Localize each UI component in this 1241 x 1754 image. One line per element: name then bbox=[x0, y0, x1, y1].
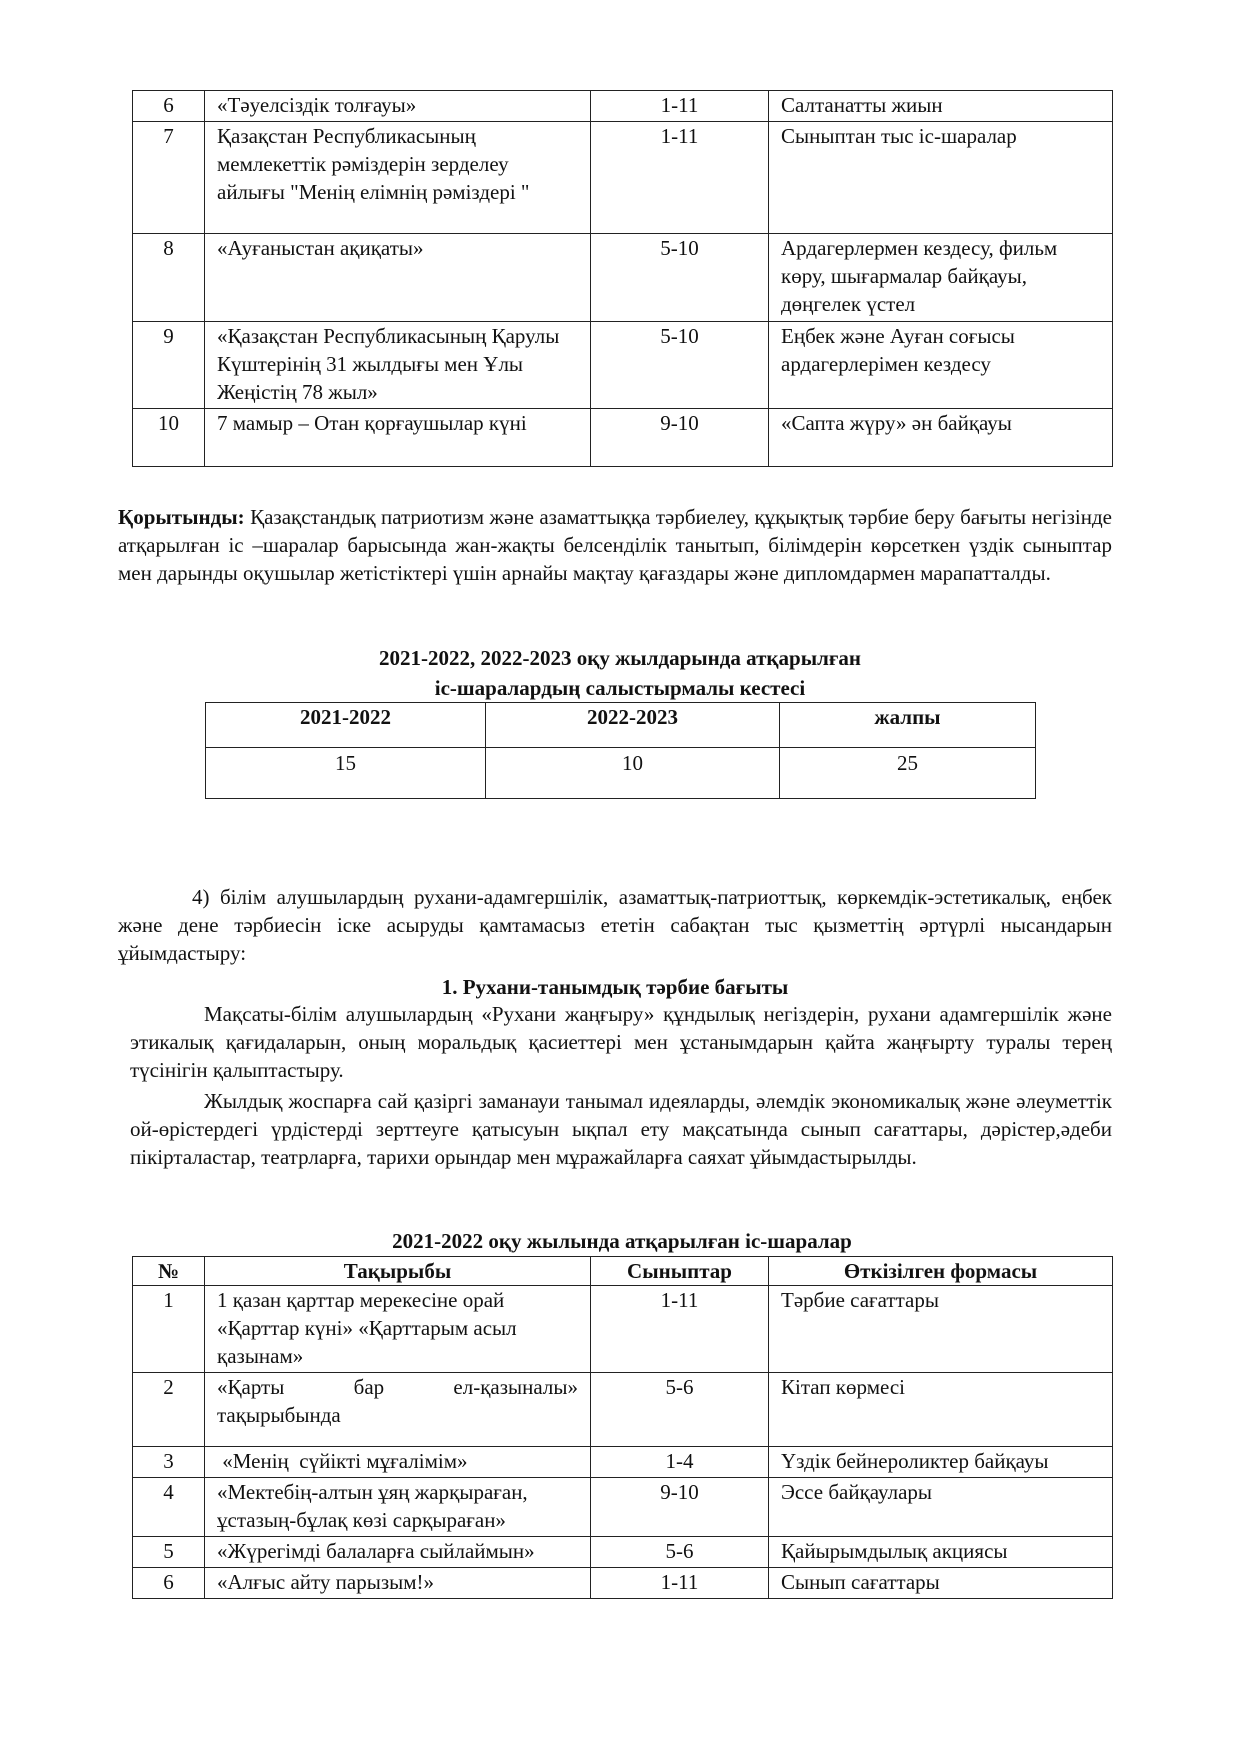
row-number: 3 bbox=[133, 1447, 205, 1478]
row-grades: 5-6 bbox=[591, 1537, 769, 1568]
row-grades: 1-4 bbox=[591, 1447, 769, 1478]
header-number: № bbox=[133, 1257, 205, 1286]
conclusion-text: Қазақстандық патриотизм және азаматтыққа тәрбиелеу, құқықтық тәрбие беру бағыты негізінде атқарылған іс –шаралар барысында жан-жақты белсенділік танытып, білімдерін көрсеткен үздік сыныптар мен дарынды оқушылар жетістіктері үшін арнайы мақтау қағаздары және дипломдармен марапатталды. bbox=[118, 505, 1112, 585]
comparison-title bbox=[205, 643, 1035, 703]
header-topic: Тақырыбы bbox=[205, 1257, 591, 1286]
row-number: 10 bbox=[133, 409, 205, 467]
row-grades: 9-10 bbox=[591, 1478, 769, 1537]
row-number: 6 bbox=[133, 91, 205, 122]
value-total: 25 bbox=[780, 748, 1036, 799]
comparison-title-line2: іс-шаралардың салыстырмалы кестесі bbox=[434, 676, 806, 700]
row-grades: 1-11 bbox=[591, 91, 769, 122]
table-row bbox=[133, 1447, 1113, 1478]
header-2021-2022: 2021-2022 bbox=[206, 703, 486, 748]
row-topic: «Тәуелсіздік толғауы» bbox=[205, 91, 591, 122]
row-number: 5 bbox=[133, 1537, 205, 1568]
row-number: 2 bbox=[133, 1373, 205, 1447]
row-topic: «Мектебің-алтын ұяң жарқыраған, ұстазың-бұлақ көзі сарқыраған» bbox=[205, 1478, 591, 1537]
events-table-continued bbox=[132, 90, 1113, 467]
row-form: Үздік бейнероликтер байқауы bbox=[769, 1447, 1113, 1478]
row-number: 7 bbox=[133, 122, 205, 234]
row-number: 9 bbox=[133, 322, 205, 409]
row-topic: «Жүрегімді балаларға сыйлаймын» bbox=[205, 1537, 591, 1568]
events-table-title: 2021-2022 оқу жылында атқарылған іс-шаралар bbox=[392, 1229, 852, 1253]
table-row bbox=[133, 1568, 1113, 1599]
header-form: Өткізілген формасы bbox=[769, 1257, 1113, 1286]
value-2021-2022: 15 bbox=[206, 748, 486, 799]
row-form: Қайырымдылық акциясы bbox=[769, 1537, 1113, 1568]
comparison-title-line1: 2021-2022, 2022-2023 оқу жылдарында атқарылған bbox=[378, 646, 862, 670]
table-row bbox=[133, 234, 1113, 322]
section-heading: 1. Рухани-танымдық тәрбие бағыты bbox=[441, 975, 789, 999]
row-number: 8 bbox=[133, 234, 205, 322]
table-row bbox=[133, 1537, 1113, 1568]
header-grades: Сыныптар bbox=[591, 1257, 769, 1286]
table-row bbox=[133, 1478, 1113, 1537]
table-row bbox=[133, 322, 1113, 409]
row-topic: 1 қазан қарттар мерекесіне орай «Қарттар күні» «Қарттарым асыл қазынам» bbox=[205, 1286, 591, 1373]
row-form: Еңбек және Ауған соғысы ардагерлерімен кездесу bbox=[769, 322, 1113, 409]
year-plan-paragraph bbox=[130, 1087, 1112, 1171]
row-topic: «Алғыс айту парызым!» bbox=[205, 1568, 591, 1599]
row-grades: 5-10 bbox=[591, 234, 769, 322]
table-header-row bbox=[133, 1257, 1113, 1286]
header-total: жалпы bbox=[780, 703, 1036, 748]
row-number: 4 bbox=[133, 1478, 205, 1537]
row-grades: 9-10 bbox=[591, 409, 769, 467]
row-topic: «Менің сүйікті мұғалімім» bbox=[205, 1447, 591, 1478]
conclusion-paragraph bbox=[118, 503, 1112, 587]
row-grades: 1-11 bbox=[591, 1568, 769, 1599]
table-row bbox=[133, 409, 1113, 467]
aim-paragraph bbox=[130, 1000, 1112, 1084]
row-grades: 1-11 bbox=[591, 122, 769, 234]
row-form: «Сапта жүру» ән байқауы bbox=[769, 409, 1113, 467]
table-row bbox=[133, 91, 1113, 122]
row-form: Эссе байқаулары bbox=[769, 1478, 1113, 1537]
table-row bbox=[133, 1286, 1113, 1373]
row-form: Сынып сағаттары bbox=[769, 1568, 1113, 1599]
aim-text: Мақсаты-білім алушылардың «Рухани жаңғыру» құндылық негіздерін, рухани адамгершілік және этикалық қағидаларын, оның моральдық қасиеттері мен ұстанымдарын қайта жаңғырту туралы терең түсінігін қалыптастыру. bbox=[130, 1002, 1112, 1082]
row-grades: 1-11 bbox=[591, 1286, 769, 1373]
row-topic: «Қарты бар ел-қазыналы» тақырыбында bbox=[205, 1373, 591, 1447]
row-topic: Қазақстан Республикасының мемлекеттік рәміздерін зерделеу айлығы "Менің елімнің рәміздері " bbox=[205, 122, 591, 234]
table-row bbox=[206, 748, 1036, 799]
row-form: Салтанатты жиын bbox=[769, 91, 1113, 122]
row-form: Ардагерлермен кездесу, фильм көру, шығармалар байқауы, дөңгелек үстел bbox=[769, 234, 1113, 322]
row-topic: «Қазақстан Республикасының Қарулы Күштерінің 31 жылдығы мен Ұлы Жеңістің 78 жыл» bbox=[205, 322, 591, 409]
table-row bbox=[133, 1373, 1113, 1447]
row-form: Тәрбие сағаттары bbox=[769, 1286, 1113, 1373]
events-table bbox=[132, 1256, 1113, 1599]
row-form: Кітап көрмесі bbox=[769, 1373, 1113, 1447]
table-row bbox=[133, 122, 1113, 234]
row-number: 6 bbox=[133, 1568, 205, 1599]
row-number: 1 bbox=[133, 1286, 205, 1373]
row-grades: 5-6 bbox=[591, 1373, 769, 1447]
value-2022-2023: 10 bbox=[486, 748, 780, 799]
year-plan-text: Жылдық жоспарға сай қазіргі заманауи танымал идеяларды, әлемдік экономикалық және әлеуметтік ой-өрістердегі үрдістерді зерттеуге қатысуын ықпал ету мақсатында сынып сағаттары, дәрістер,әдеби пікірталастар, театрларға, тарихи орындар мен мұражайларға саяхат ұйымдастырылды. bbox=[130, 1089, 1112, 1169]
table-header-row bbox=[206, 703, 1036, 748]
row-grades: 5-10 bbox=[591, 322, 769, 409]
conclusion-label: Қорытынды: bbox=[118, 505, 245, 529]
row-form: Сыныптан тыс іс-шаралар bbox=[769, 122, 1113, 234]
row-topic: «Ауғаныстан ақиқаты» bbox=[205, 234, 591, 322]
section-4-paragraph: 4) білім алушылардың рухани-адамгершілік, азаматтық-патриоттық, көркемдік-эстетикалық, еңбек және дене тәрбиесін іске асыруды қамтамасыз ететін сабақтан тыс қызметтің әртүрлі нысандарын ұйымдастыру: bbox=[118, 885, 1112, 965]
header-2022-2023: 2022-2023 bbox=[486, 703, 780, 748]
row-topic: 7 мамыр – Отан қорғаушылар күні bbox=[205, 409, 591, 467]
comparison-table bbox=[205, 702, 1036, 799]
